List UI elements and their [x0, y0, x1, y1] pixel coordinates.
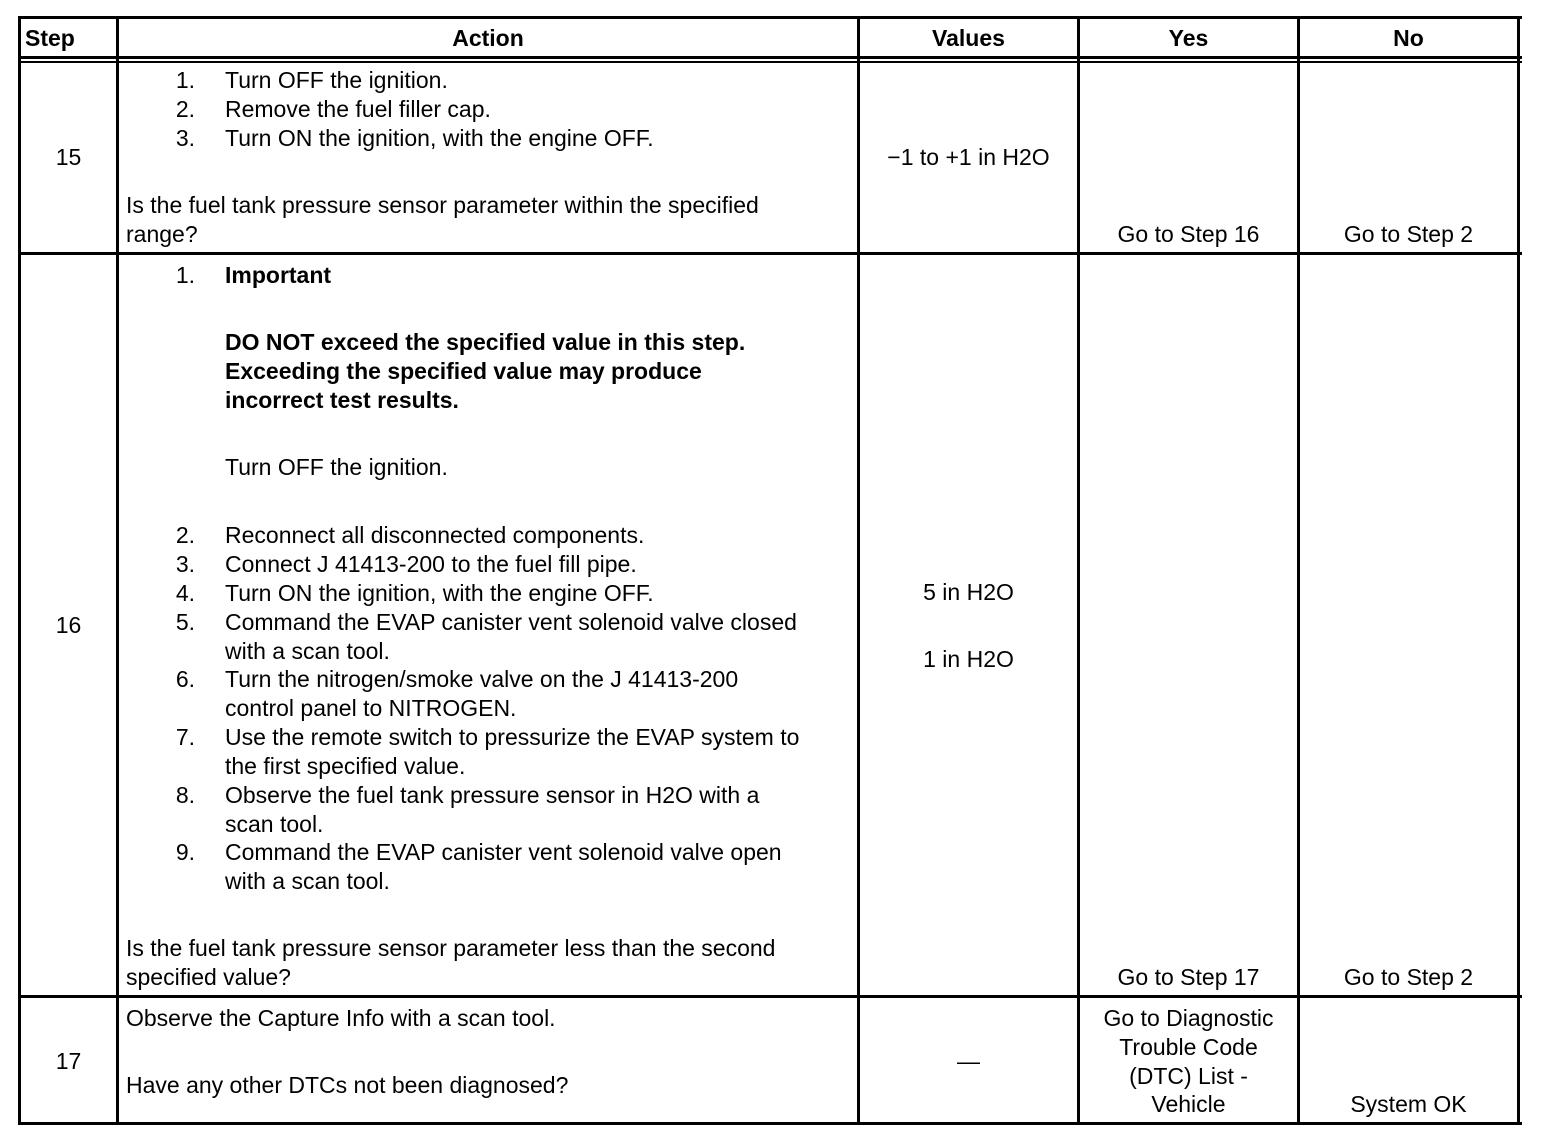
- list-number: 9.: [175, 839, 195, 865]
- question-text: specified value?: [126, 964, 291, 990]
- value-text: −1 to +1 in H2O: [887, 144, 1050, 170]
- column-divider: [116, 16, 119, 1125]
- list-number: 2.: [175, 96, 195, 122]
- step-number: 15: [55, 144, 82, 170]
- yes-action: Go to Diagnostic: [1103, 1005, 1274, 1031]
- action-text: the first specified value.: [225, 753, 466, 779]
- action-text: Turn OFF the ignition.: [225, 454, 448, 480]
- important-title: Important: [225, 262, 332, 288]
- action-text: scan tool.: [225, 811, 324, 837]
- action-text: Turn ON the ignition, with the engine OFF.: [225, 580, 654, 606]
- step-number: 17: [55, 1048, 82, 1074]
- warning-text: incorrect test results.: [225, 387, 459, 413]
- column-divider: [857, 16, 860, 1125]
- list-number: 6.: [175, 666, 195, 692]
- list-number: 3.: [175, 125, 195, 151]
- table-border-left: [18, 16, 21, 1125]
- question-text: Have any other DTCs not been diagnosed?: [126, 1072, 569, 1098]
- yes-action: Vehicle: [1151, 1091, 1226, 1117]
- action-text: with a scan tool.: [225, 638, 390, 664]
- action-text: Observe the Capture Info with a scan tool.: [126, 1005, 556, 1031]
- list-number: 4.: [175, 580, 195, 606]
- list-number: 8.: [175, 782, 195, 808]
- no-action: Go to Step 2: [1343, 964, 1474, 990]
- action-text: Command the EVAP canister vent solenoid valve open: [225, 839, 782, 865]
- column-divider: [1297, 16, 1300, 1125]
- action-text: Command the EVAP canister vent solenoid valve closed: [225, 609, 797, 635]
- yes-action: Go to Step 16: [1117, 221, 1260, 247]
- header-values: Values: [932, 25, 1005, 51]
- table-border-right: [1517, 16, 1520, 1125]
- list-number: 1.: [175, 67, 195, 93]
- action-text: Turn the nitrogen/smoke valve on the J 41413-200: [225, 666, 739, 692]
- header-no: No: [1393, 25, 1424, 51]
- value-text: 1 in H2O: [923, 646, 1014, 672]
- list-number: 3.: [175, 551, 195, 577]
- no-action: System OK: [1350, 1091, 1467, 1117]
- action-text: Reconnect all disconnected components.: [225, 522, 645, 548]
- warning-text: DO NOT exceed the specified value in this step.: [225, 329, 746, 355]
- action-text: Use the remote switch to pressurize the EVAP system to: [225, 724, 800, 750]
- step-number: 16: [55, 612, 82, 638]
- action-text: Remove the fuel filler cap.: [225, 96, 491, 122]
- column-divider: [1077, 16, 1080, 1125]
- yes-action: Go to Step 17: [1117, 964, 1260, 990]
- action-text: Observe the fuel tank pressure sensor in H2O with a: [225, 782, 760, 808]
- header-yes: Yes: [1168, 25, 1209, 51]
- value-text: 5 in H2O: [923, 579, 1014, 605]
- header-step: Step: [25, 25, 75, 51]
- question-text: range?: [126, 221, 198, 247]
- action-text: Turn ON the ignition, with the engine OFF.: [225, 125, 654, 151]
- action-text: Connect J 41413-200 to the fuel fill pipe.: [225, 551, 637, 577]
- list-number: 1.: [175, 262, 195, 288]
- action-text: with a scan tool.: [225, 868, 390, 894]
- list-number: 5.: [175, 609, 195, 635]
- yes-action: Trouble Code: [1119, 1034, 1258, 1060]
- no-action: Go to Step 2: [1343, 221, 1474, 247]
- value-text: —: [957, 1048, 980, 1074]
- action-text: control panel to NITROGEN.: [225, 695, 517, 721]
- warning-text: Exceeding the specified value may produce: [225, 358, 702, 384]
- header-action: Action: [452, 25, 524, 51]
- action-text: Turn OFF the ignition.: [225, 67, 448, 93]
- list-number: 7.: [175, 724, 195, 750]
- question-text: Is the fuel tank pressure sensor parameter within the specified: [126, 192, 759, 218]
- yes-action: (DTC) List -: [1129, 1063, 1248, 1089]
- question-text: Is the fuel tank pressure sensor parameter less than the second: [126, 935, 776, 961]
- list-number: 2.: [175, 522, 195, 548]
